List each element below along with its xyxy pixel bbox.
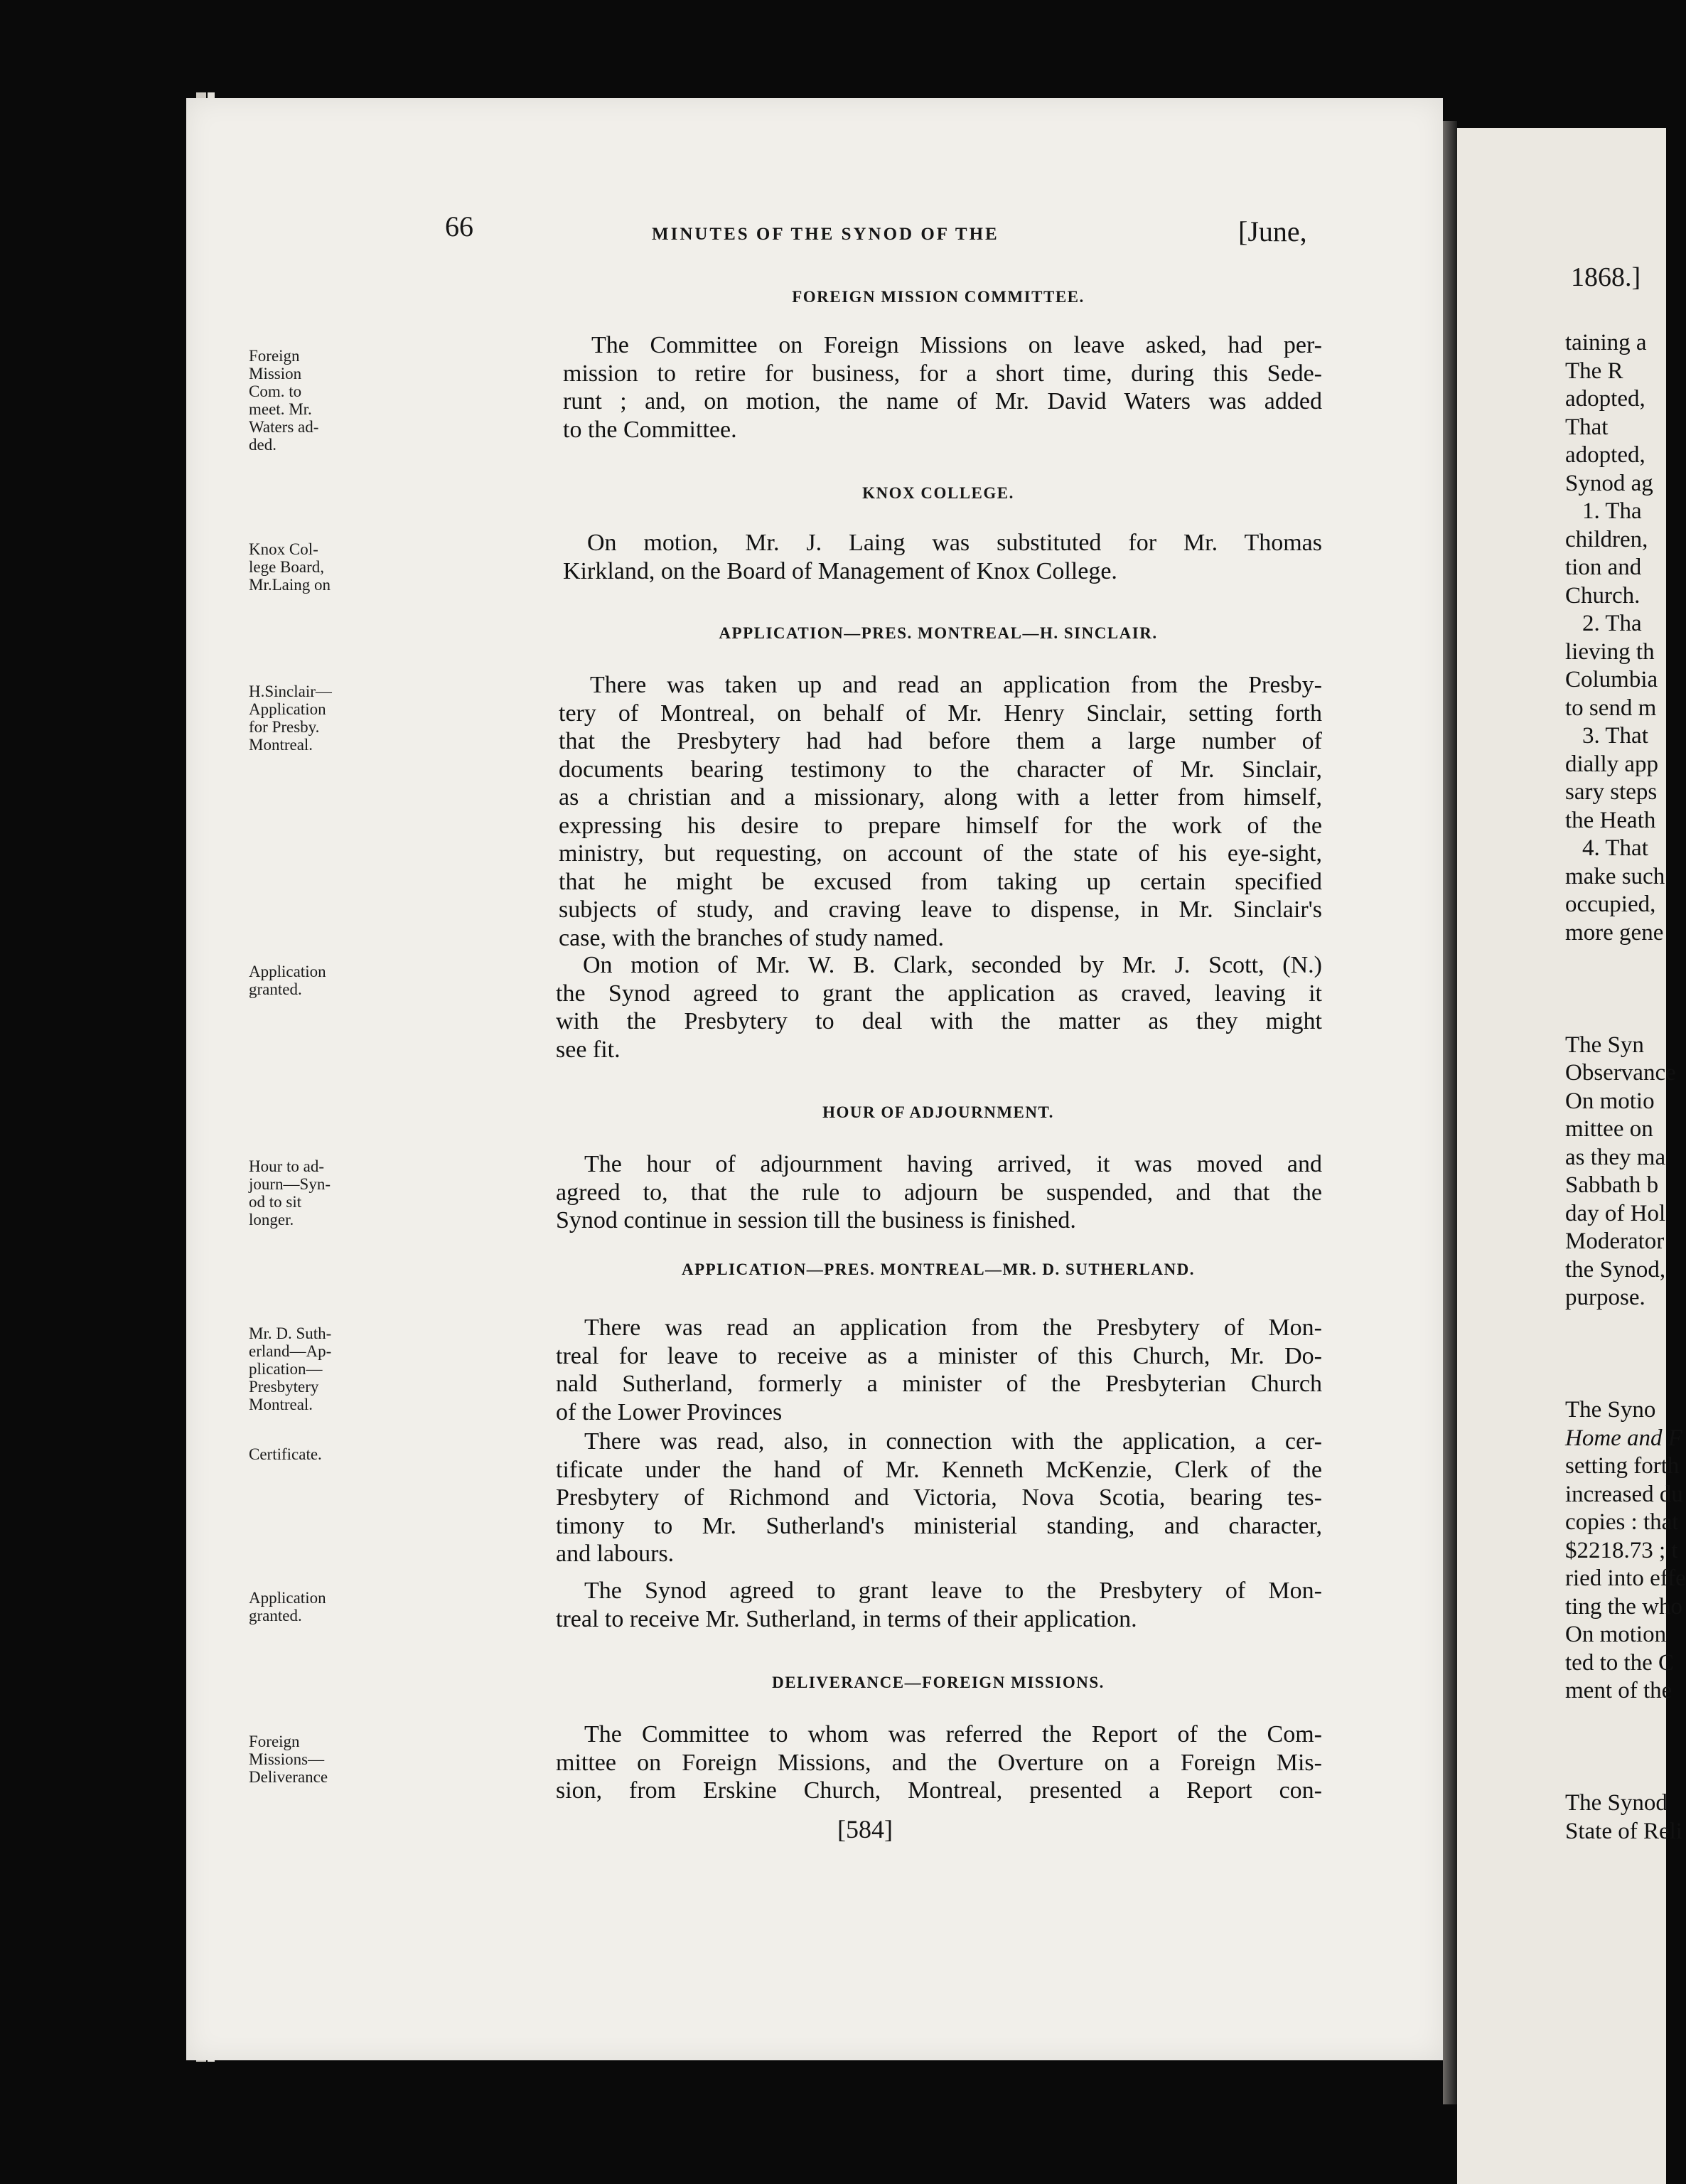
- text-line: mission to retire for business, for a short time, during this Sede-: [563, 360, 1322, 387]
- next-page-date: 1868.]: [1571, 262, 1641, 292]
- text-line: runt ; and, on motion, the name of Mr. David Waters was added: [563, 388, 1322, 414]
- paragraph: [370, 1720, 1322, 1805]
- next-page-line: Church.: [1565, 582, 1641, 609]
- text-line: tificate under the hand of Mr. Kenneth McKenzie, Clerk of the: [556, 1456, 1322, 1483]
- next-page-line: [1565, 1003, 1686, 1032]
- next-page-line: 2. Tha: [1582, 611, 1642, 636]
- text-line: There was read an application from the Presbytery of Mon-: [584, 1315, 1322, 1341]
- header-date: [June,: [1238, 215, 1307, 247]
- next-page-line: ment of the: [1565, 1678, 1672, 1703]
- section-heading: DELIVERANCE—FOREIGN MISSIONS.: [772, 1674, 1105, 1691]
- next-page-line: [1565, 947, 1686, 975]
- next-page-line: adopted,: [1565, 442, 1645, 468]
- next-page-line: ting the who: [1565, 1593, 1682, 1620]
- next-page-line: the Heath: [1565, 807, 1656, 833]
- text-line: and labours.: [556, 1541, 675, 1567]
- text-line: ministry, but requesting, on account of the state of his eye-sight,: [559, 840, 1322, 867]
- margin-note: Foreign Mission Com. to meet. Mr. Waters ad- ded.: [249, 347, 319, 454]
- text-line: see fit.: [556, 1036, 621, 1063]
- next-page-line: Home and F: [1565, 1425, 1682, 1451]
- next-page-line: adopted,: [1565, 386, 1645, 412]
- next-page-line: [1565, 1706, 1686, 1734]
- margin-note: Foreign Missions— Deliverance: [249, 1733, 328, 1786]
- next-page-line: purpose.: [1565, 1285, 1645, 1310]
- next-page-line: [1565, 1762, 1686, 1790]
- next-page-line: 1. Tha: [1582, 498, 1642, 524]
- next-page-line: setting forth: [1565, 1453, 1680, 1479]
- next-page-line: State of Reli: [1565, 1818, 1682, 1844]
- next-page-line: [1565, 975, 1686, 1004]
- next-page-line: 3. That: [1582, 723, 1648, 749]
- text-line: to the Committee.: [563, 416, 737, 443]
- paragraph: [370, 1577, 1322, 1633]
- next-page-line: Sabbath b: [1565, 1172, 1659, 1198]
- next-page-line: $2218.73 ; t: [1565, 1537, 1678, 1563]
- next-page-line: ted to the C: [1565, 1649, 1675, 1676]
- signature-mark: [584]: [837, 1815, 893, 1843]
- text-line: the Synod agreed to grant the application as craved, leaving it: [556, 980, 1322, 1007]
- text-line: that the Presbytery had had before them a large number of: [559, 728, 1322, 754]
- next-page-line: [1565, 1312, 1686, 1341]
- text-line: tery of Montreal, on behalf of Mr. Henry Sinclair, setting forth: [559, 700, 1322, 727]
- text-line: that he might be excused from taking up certain specified: [559, 868, 1322, 895]
- paragraph: [370, 671, 1322, 952]
- text-line: case, with the branches of study named.: [559, 924, 944, 951]
- next-page-line: Synod ag: [1565, 470, 1653, 496]
- text-line: expressing his desire to prepare himself for the work of the: [559, 812, 1322, 839]
- text-line: of the Lower Provinces: [556, 1398, 783, 1425]
- next-page-line: That: [1565, 414, 1609, 440]
- text-line: subjects of study, and craving leave to dispense, in Mr. Sinclair's: [559, 896, 1322, 923]
- next-page-line: more gene: [1565, 919, 1664, 946]
- next-page-line: copies : that: [1565, 1509, 1679, 1535]
- margin-note: Hour to ad- journ—Syn- od to sit longer.: [249, 1157, 331, 1228]
- text-line: sion, from Erskine Church, Montreal, presented a Report con-: [556, 1777, 1322, 1804]
- next-page-line: as they ma: [1565, 1144, 1666, 1170]
- next-page-line: children,: [1565, 526, 1648, 552]
- paragraph: [370, 331, 1322, 444]
- text-line: as a christian and a missionary, along with a letter from himself,: [559, 784, 1322, 810]
- next-page-line: day of Hol: [1565, 1200, 1666, 1226]
- text-line: Synod continue in session till the business is finished.: [556, 1207, 1076, 1233]
- next-page-line: Moderator: [1565, 1228, 1665, 1254]
- text-line: treal to receive Mr. Sutherland, in terms of their application.: [556, 1605, 1137, 1632]
- next-page-line: tion and: [1565, 555, 1642, 580]
- next-page-line: [1565, 1340, 1686, 1369]
- next-page-line: lieving th: [1565, 638, 1655, 665]
- text-line: There was read, also, in connection with the application, a cer-: [584, 1428, 1322, 1455]
- text-line: nald Sutherland, formerly a minister of the Presbyterian Church: [556, 1371, 1322, 1397]
- text-line: The hour of adjournment having arrived, it was moved and: [584, 1151, 1322, 1177]
- text-line: with the Presbytery to deal with the matter as they might: [556, 1008, 1322, 1034]
- next-page-line: increased du: [1565, 1481, 1683, 1507]
- next-page-line: [1565, 1369, 1686, 1397]
- next-page-line: to send m: [1565, 695, 1657, 721]
- next-page-line: mittee on: [1565, 1116, 1653, 1142]
- margin-note: Application granted.: [249, 963, 326, 998]
- next-page-line: occupied,: [1565, 892, 1656, 917]
- margin-note: Application granted.: [249, 1589, 326, 1624]
- margin-note: Certificate.: [249, 1445, 322, 1463]
- next-page-line: sary steps: [1565, 779, 1658, 805]
- text-line: agreed to, that the rule to adjourn be suspended, and that the: [556, 1179, 1322, 1206]
- paragraph: [370, 1150, 1322, 1235]
- margin-note: H.Sinclair— Application for Presby. Montreal.: [249, 682, 332, 754]
- paragraph: [370, 529, 1322, 585]
- next-page-line: On motion: [1565, 1622, 1667, 1647]
- next-page-line: The Syn: [1565, 1032, 1644, 1058]
- next-page-line: Columbia: [1565, 667, 1658, 692]
- next-page-line: ried into effe: [1565, 1565, 1686, 1591]
- paragraph: [370, 1428, 1322, 1568]
- next-page-line: taining a: [1565, 330, 1647, 355]
- next-page-line: On motio: [1565, 1088, 1655, 1114]
- next-page-line: The Synod: [1565, 1790, 1668, 1816]
- text-line: There was taken up and read an application from the Presby-: [590, 672, 1322, 698]
- next-page-line: dially app: [1565, 751, 1659, 777]
- section-heading: FOREIGN MISSION COMMITTEE.: [792, 288, 1085, 306]
- next-page-line: make such: [1565, 863, 1665, 889]
- text-line: treal for leave to receive as a minister of this Church, Mr. Do-: [556, 1342, 1322, 1369]
- margin-note: Mr. D. Suth- erland—Ap- plication— Presbytery Montreal.: [249, 1324, 332, 1413]
- section-heading: KNOX COLLEGE.: [862, 484, 1014, 502]
- text-line: Presbytery of Richmond and Victoria, Nova Scotia, bearing tes-: [556, 1484, 1322, 1511]
- page-number: 66: [445, 210, 473, 242]
- paragraph: [370, 1314, 1322, 1426]
- text-line: documents bearing testimony to the character of Mr. Sinclair,: [559, 756, 1322, 783]
- next-page-text: [1565, 329, 1686, 1846]
- text-line: The Committee to whom was referred the Report of the Com-: [584, 1721, 1322, 1747]
- next-page-line: 4. That: [1582, 835, 1648, 861]
- text-line: timony to Mr. Sutherland's ministerial standing, and character,: [556, 1512, 1322, 1539]
- margin-note: Knox Col- lege Board, Mr.Laing on: [249, 540, 331, 594]
- text-line: On motion, Mr. J. Laing was substituted for Mr. Thomas: [587, 530, 1322, 556]
- next-page-line: Observance: [1565, 1060, 1676, 1086]
- text-line: The Committee on Foreign Missions on leave asked, had per-: [591, 332, 1322, 358]
- text-line: mittee on Foreign Missions, and the Overture on a Foreign Mis-: [556, 1749, 1322, 1776]
- section-heading: HOUR OF ADJOURNMENT.: [822, 1103, 1054, 1121]
- next-page-line: [1565, 1733, 1686, 1762]
- running-title: MINUTES OF THE SYNOD OF THE: [652, 225, 999, 244]
- paragraph: [370, 951, 1322, 1064]
- section-heading: APPLICATION—PRES. MONTREAL—H. SINCLAIR.: [719, 624, 1158, 642]
- section-heading: APPLICATION—PRES. MONTREAL—MR. D. SUTHERLAND.: [682, 1260, 1195, 1278]
- next-page-line: the Synod,: [1565, 1256, 1666, 1283]
- next-page-line: The R: [1565, 358, 1623, 384]
- next-page-line: The Syno: [1565, 1397, 1656, 1423]
- text-line: On motion of Mr. W. B. Clark, seconded by Mr. J. Scott, (N.): [583, 952, 1322, 978]
- text-line: The Synod agreed to grant leave to the Presbytery of Mon-: [584, 1578, 1322, 1604]
- text-line: Kirkland, on the Board of Management of Knox College.: [563, 557, 1117, 584]
